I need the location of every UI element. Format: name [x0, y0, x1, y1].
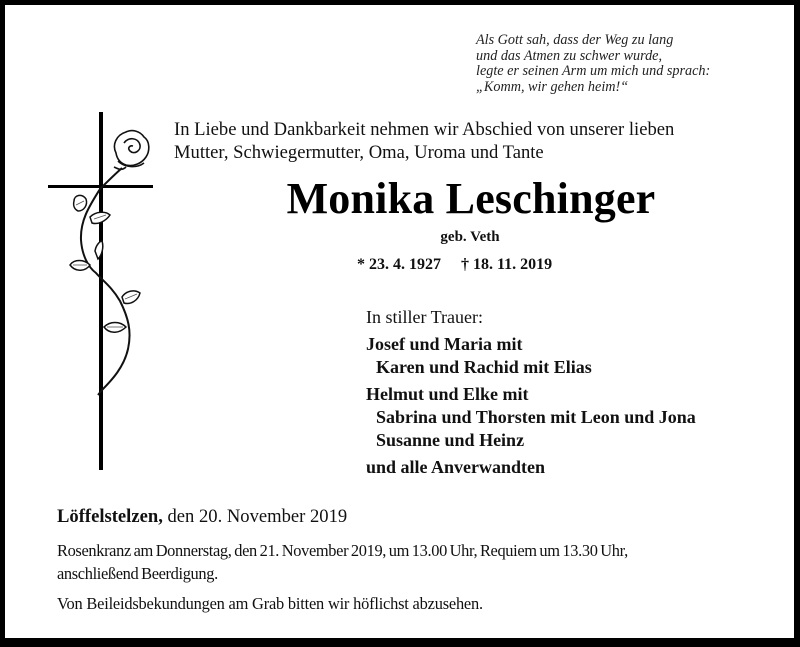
mourner-group-head: Helmut und Elke mit — [366, 384, 529, 404]
service-line: anschließend Beerdigung. — [57, 564, 218, 583]
mourner-member: Karen und Rachid mit Elias — [376, 357, 592, 377]
condolence-note: Von Beileidsbekundungen am Grab bitten wir höflichst abzusehen. — [57, 594, 483, 613]
maiden-name: geb. Veth — [440, 229, 500, 245]
mourners-closing: und alle Anverwandten — [366, 457, 546, 477]
motto-line: und das Atmen zu schwer wurde, — [476, 47, 663, 64]
mourner-group — [366, 383, 696, 452]
mourners-label: In stiller Trauer: — [366, 307, 483, 327]
mourner-group — [366, 333, 696, 379]
mourner-member: Susanne und Heinz — [376, 430, 525, 450]
intro-text — [174, 118, 674, 164]
motto-line: Als Gott sah, dass der Weg zu lang — [476, 32, 674, 48]
birth-date: * 23. 4. 1927 — [357, 256, 441, 273]
motto-line: legte er seinen Arm um mich und sprach: — [476, 63, 711, 80]
intro-line: In Liebe und Dankbarkeit nehmen wir Abschied von unserer lieben — [174, 119, 675, 140]
life-dates — [357, 255, 552, 275]
mourner-group-head: Josef und Maria mit — [366, 334, 523, 354]
deceased-name: Monika Leschinger — [286, 174, 656, 223]
service-details — [57, 539, 628, 585]
mourner-member: Sabrina und Thorsten mit Leon und Jona — [376, 407, 696, 427]
place: Löffelstelzen, — [57, 506, 163, 527]
death-date: † 18. 11. 2019 — [461, 256, 553, 273]
motto-verse — [476, 33, 710, 95]
date: den 20. November 2019 — [162, 506, 348, 527]
motto-line: „Komm, wir gehen heim!“ — [476, 78, 629, 95]
mourners-list — [366, 306, 696, 483]
place-and-date — [57, 506, 347, 528]
service-line: Rosenkranz am Donnerstag, den 21. November 2019, um 13.00 Uhr, Requiem um 13.30 Uhr, — [57, 541, 628, 560]
intro-line: Mutter, Schwiegermutter, Oma, Uroma und Tante — [174, 142, 544, 163]
cross-with-rose-icon — [40, 105, 170, 480]
